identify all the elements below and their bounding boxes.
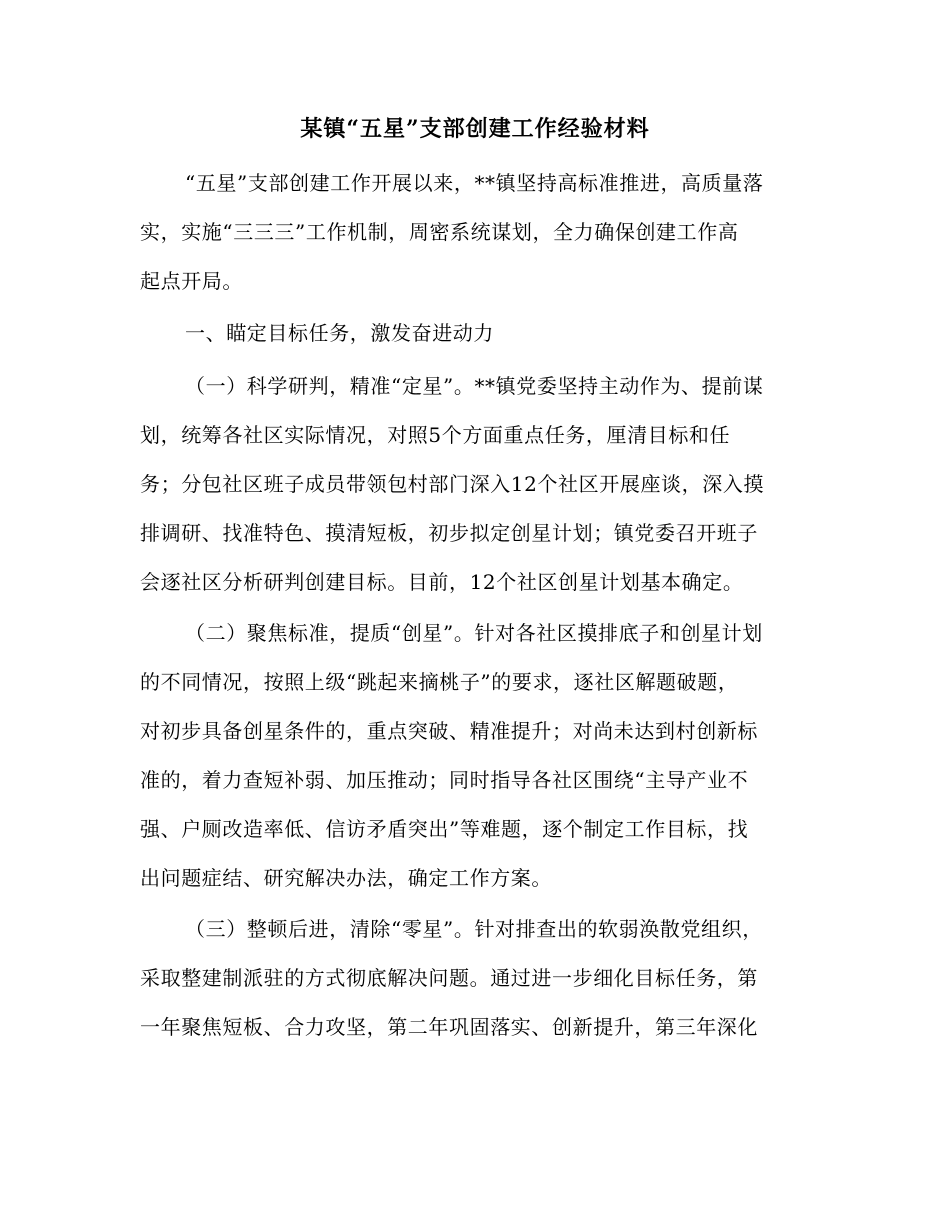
paragraph-3-line-2: 的不同情况，按照上级“跳起来摘桃子”的要求，逐社区解题破题， — [140, 670, 739, 694]
paragraph-3-line-5: 强、户厕改造率低、信访矛盾突出”等难题，逐个制定工作目标，找 — [140, 817, 749, 841]
paragraph-4-line-2: 采取整建制派驻的方式彻底解决问题。通过进一步细化目标任务，第 — [140, 966, 758, 990]
paragraph-2-line-1: （一）科学研判，精准“定星”。**镇党委坚持主动作为、提前谋 — [185, 374, 764, 398]
section-heading-1: 一、瞄定目标任务，激发奋进动力 — [185, 321, 494, 345]
paragraph-4-line-1: （三）整顿后进，清除“零星”。针对排查出的软弱涣散党组织， — [185, 917, 763, 941]
paragraph-1-line-2: 实，实施“三三三”工作机制，周密系统谋划，全力确保创建工作高 — [140, 220, 739, 244]
paragraph-1-line-1: “五星”支部创建工作开展以来，**镇坚持高标准推进，高质量落 — [185, 171, 764, 195]
paragraph-1-line-3: 起点开局。 — [140, 269, 243, 293]
paragraph-2-line-3: 务；分包社区班子成员带领包村部门深入12个社区开展座谈，深入摸 — [140, 472, 765, 496]
document-title: 某镇“五星”支部创建工作经验材料 — [300, 116, 650, 142]
paragraph-3-line-6: 出问题症结、研究解决办法，确定工作方案。 — [140, 866, 552, 890]
paragraph-2-line-5: 会逐社区分析研判创建目标。目前，12个社区创星计划基本确定。 — [140, 570, 744, 594]
paragraph-3-line-1: （二）聚焦标准，提质“创星”。针对各社区摸排底子和创星计划 — [185, 621, 763, 645]
paragraph-4-line-3: 一年聚焦短板、合力攻坚，第二年巩固落实、创新提升，第三年深化 — [140, 1015, 758, 1039]
paragraph-3-line-3: 对初步具备创星条件的，重点突破、精准提升；对尚未达到村创新标 — [140, 719, 758, 743]
paragraph-3-line-4: 准的，着力查短补弱、加压推动；同时指导各社区围绕“主导产业不 — [140, 768, 749, 792]
paragraph-2-line-4: 排调研、找准特色、摸清短板，初步拟定创星计划；镇党委召开班子 — [140, 521, 758, 545]
paragraph-2-line-2: 划，统筹各社区实际情况，对照5个方面重点任务，厘清目标和任 — [140, 423, 731, 447]
